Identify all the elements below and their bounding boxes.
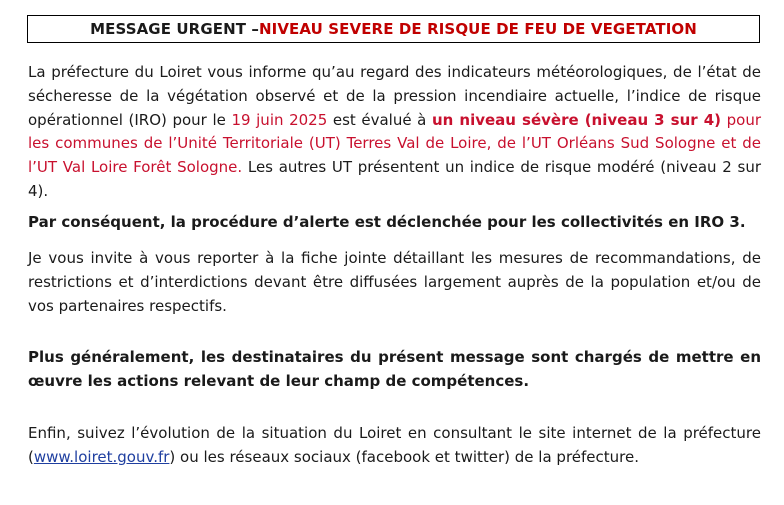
header-title: NIVEAU SEVERE DE RISQUE DE FEU DE VEGETATION (259, 20, 697, 38)
p1-text-a: La préfecture du Loiret vous informe qu’au regard des indicateurs météorologiques, de l’état de sécheresse de la végétation observé et de la pression incendiaire actuelle, l’indice de risque opérationnel (IRO) pour le (28, 63, 761, 129)
p1-text-d: Les autres UT présentent un indice de risque modéré (niveau 2 sur 4). (28, 158, 761, 200)
p1-risk-level: un niveau sévère (niveau 3 sur 4) (431, 110, 722, 129)
p5-text-b: ) ou les réseaux sociaux (facebook et twitter) de la préfecture. (169, 447, 639, 466)
p1-text-b: est évalué à (327, 110, 432, 129)
paragraph-alert-procedure: Par conséquent, la procédure d’alerte est déclenchée pour les collectivités en IRO 3. (28, 213, 746, 231)
urgent-message-header (27, 15, 760, 43)
p1-date: 19 juin 2025 (231, 110, 328, 129)
paragraph-measures: Je vous invite à vous reporter à la fiche jointe détaillant les mesures de recommandations, de restrictions et d’interdictions devant être diffusées largement auprès de la population et/ou de vos partenaires respectifs. (28, 249, 761, 315)
paragraph-risk-info (28, 61, 761, 204)
p1-affected-ut: pour les communes de l’Unité Territoriale (UT) Terres Val de Loire, de l’UT Orléans Sud Sologne et de l’UT Val Loire Forêt Sologne. (28, 110, 762, 177)
p5-text-a: Enfin, suivez l’évolution de la situation du Loiret en consultant le site internet de la préfecture ( (28, 424, 761, 466)
prefecture-website-link[interactable]: www.loiret.gouv.fr (33, 447, 170, 466)
paragraph-responsibilities: Plus généralement, les destinataires du présent message sont chargés de mettre en œuvre les actions relevant de leur champ de compétences. (28, 348, 761, 390)
header-prefix: MESSAGE URGENT – (90, 20, 259, 38)
paragraph-follow-up (28, 422, 761, 470)
